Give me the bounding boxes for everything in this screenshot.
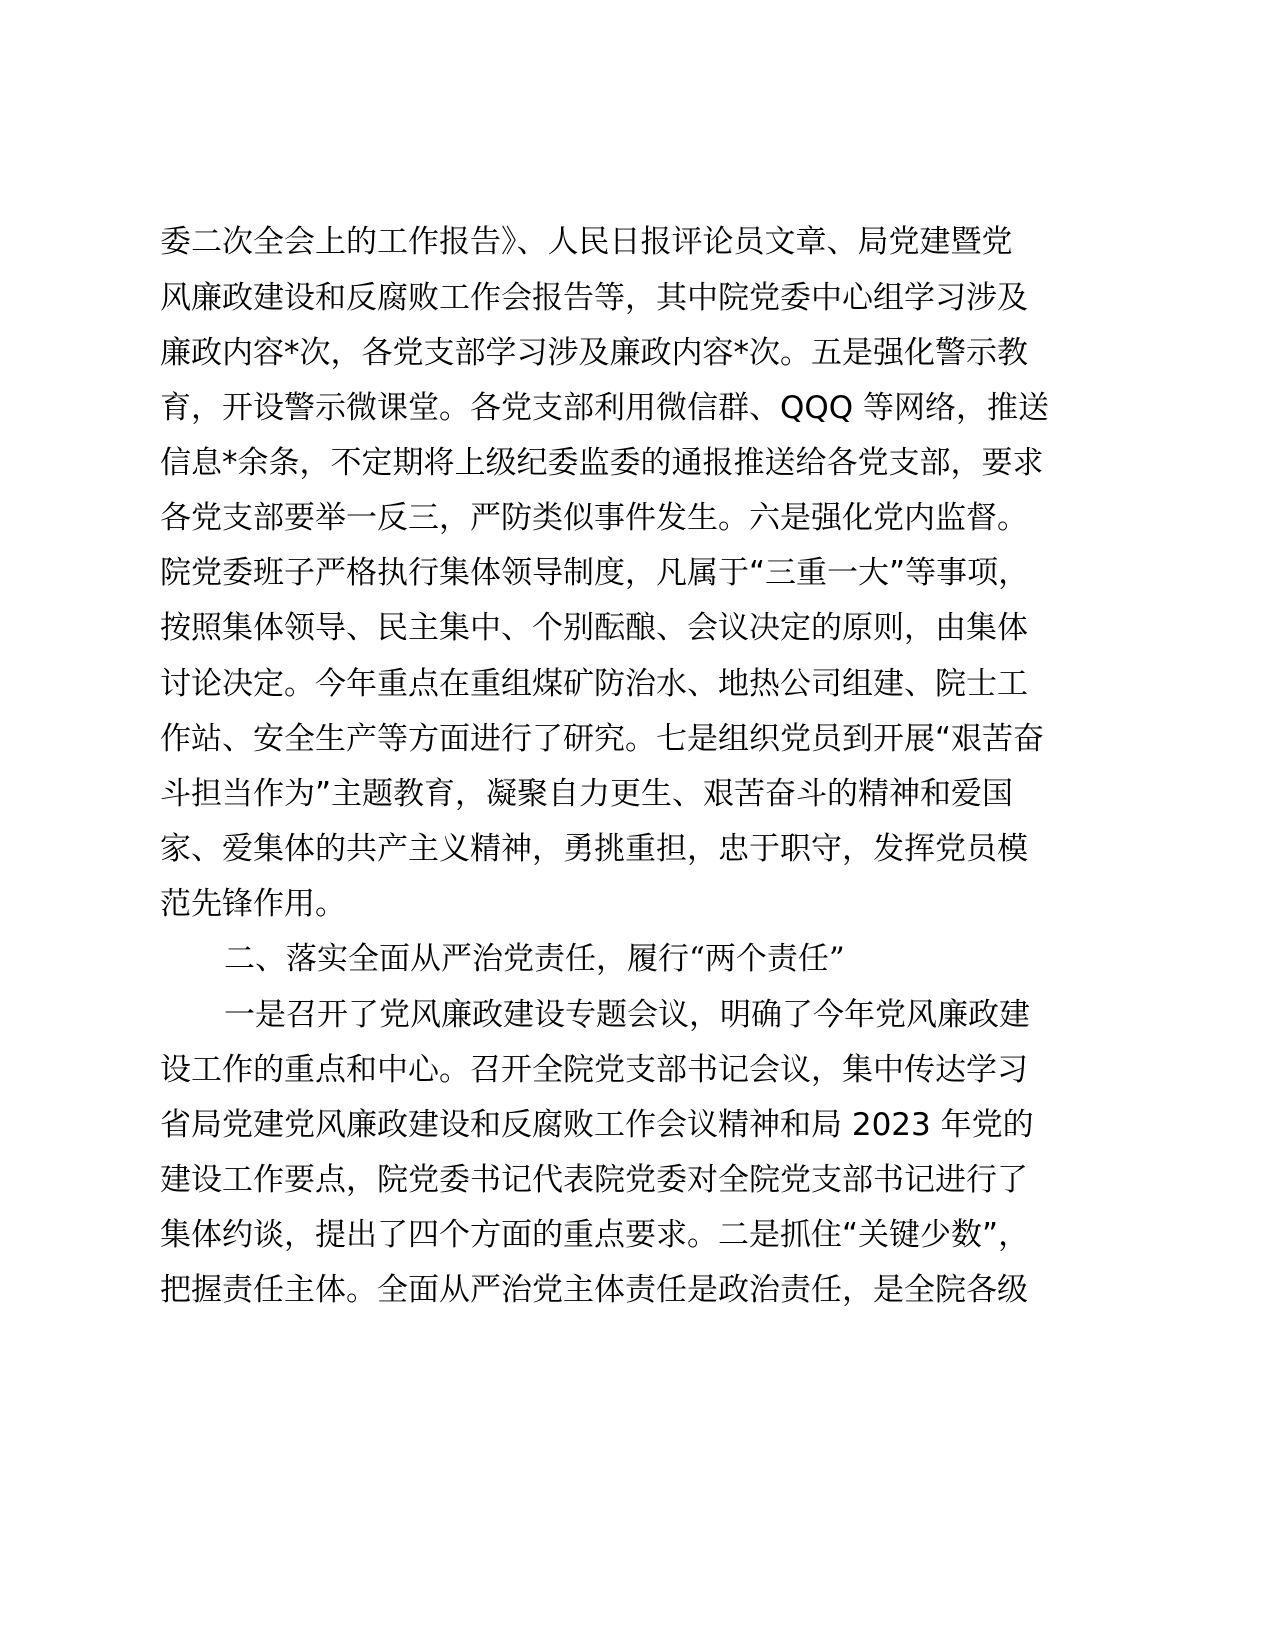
paragraph-line: 一是召开了党风廉政建设专题会议，明确了今年党风廉政建	[224, 997, 1030, 1033]
paragraph-line: 讨论决定。今年重点在重组煤矿防治水、地热公司组建、院士工	[160, 666, 1028, 702]
paragraph-line: 廉政内容*次，各党支部学习涉及廉政内容*次。五是强化警示教	[160, 335, 1028, 371]
paragraph-line: 设工作的重点和中心。召开全院党支部书记会议，集中传达学习	[160, 1052, 1028, 1088]
paragraph-line: 省局党建党风廉政建设和反腐败工作会议精神和局 2023 年党的	[160, 1107, 1034, 1143]
paragraph-line: 把握责任主体。全面从严治党主体责任是政治责任，是全院各级	[160, 1272, 1028, 1308]
paragraph-line: 斗担当作为”主题教育，凝聚自力更生、艰苦奋斗的精神和爱国	[160, 776, 1014, 812]
paragraph-line: 育，开设警示微课堂。各党支部利用微信群、QQQ 等网络，推送	[160, 390, 1050, 426]
paragraph-line: 集体约谈，提出了四个方面的重点要求。二是抓住“关键少数”，	[160, 1217, 1030, 1253]
paragraph-line: 风廉政建设和反腐败工作会报告等，其中院党委中心组学习涉及	[160, 280, 1028, 316]
paragraph-line: 按照集体领导、民主集中、个别酝酿、会议决定的原则，由集体	[160, 610, 1028, 646]
paragraph-line: 范先锋作用。	[160, 886, 346, 922]
paragraph-line: 建设工作要点，院党委书记代表院党委对全院党支部书记进行了	[160, 1162, 1028, 1198]
paragraph-line: 院党委班子严格执行集体领导制度，凡属于“三重一大”等事项，	[160, 555, 1030, 591]
paragraph-line: 作站、安全生产等方面进行了研究。七是组织党员到开展“艰苦奋	[160, 721, 1045, 757]
paragraph-line: 委二次全会上的工作报告》、人民日报评论员文章、局党建暨党	[160, 224, 1013, 260]
paragraph-line: 信息*余条，不定期将上级纪委监委的通报推送给各党支部，要求	[160, 445, 1044, 481]
paragraph-line: 各党支部要举一反三，严防类似事件发生。六是强化党内监督。	[160, 500, 1028, 536]
paragraph-line: 家、爱集体的共产主义精神，勇挑重担，忠于职守，发挥党员模	[160, 831, 1028, 867]
section-heading: 二、落实全面从严治党责任，履行“两个责任”	[224, 941, 845, 977]
